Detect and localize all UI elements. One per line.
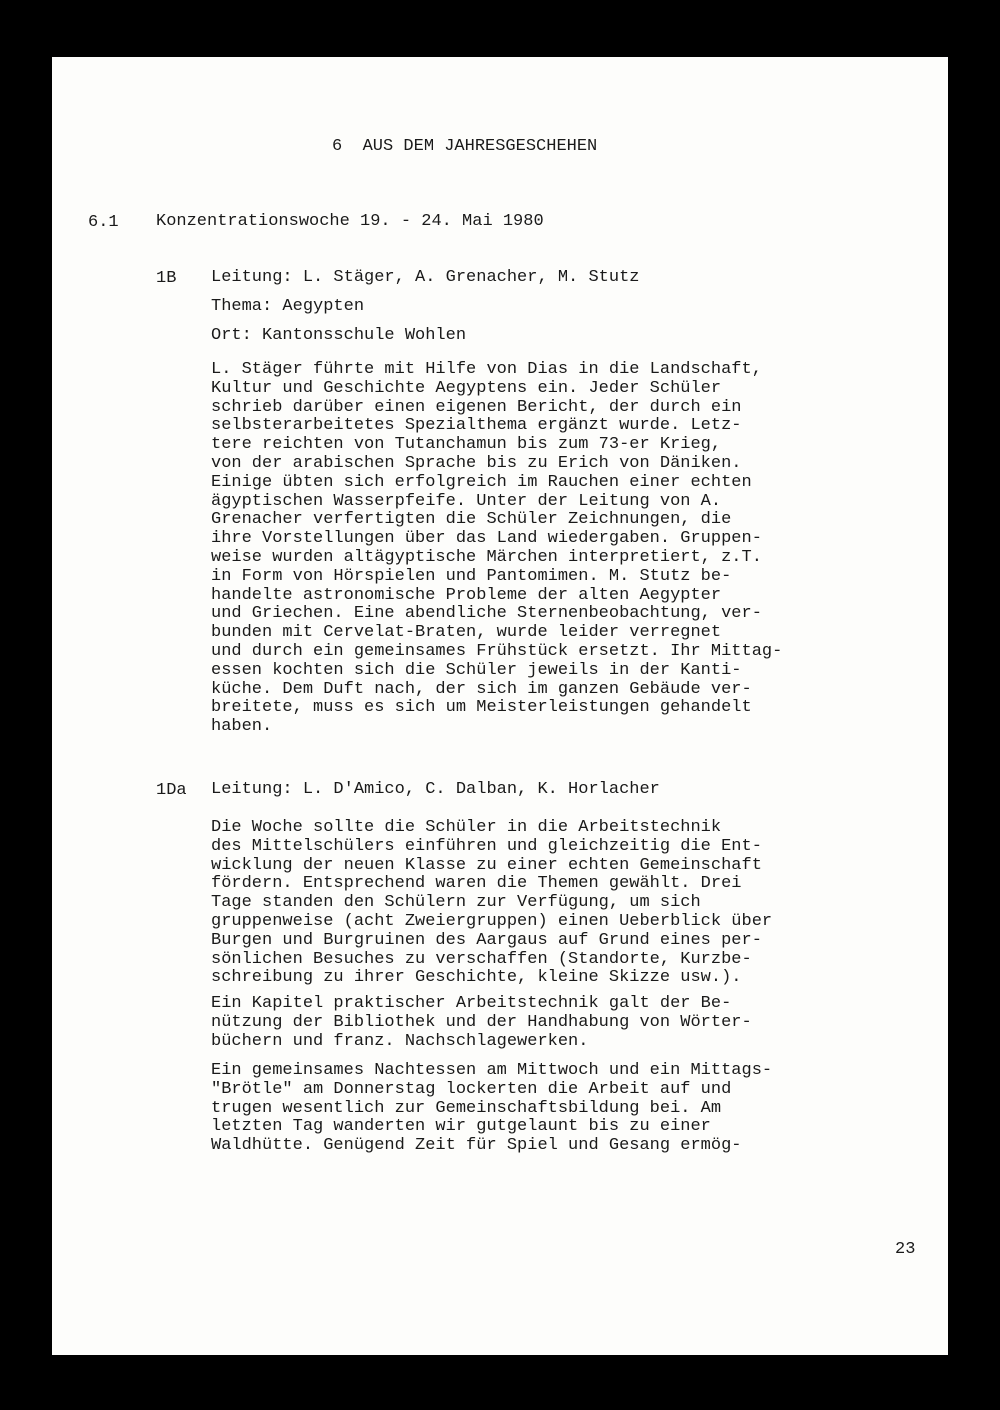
chapter-number: 6 bbox=[332, 137, 343, 156]
chapter-heading bbox=[332, 138, 597, 157]
document-page bbox=[52, 57, 948, 1355]
para2-1da: Ein Kapitel praktischer Arbeitstechnik galt der Be- nützung der Bibliothek und der Handhabung von Wörter- büchern und franz. Nachschlagewerken. bbox=[211, 994, 752, 1051]
para1-1da: Die Woche sollte die Schüler in die Arbeitstechnik des Mittelschülers einführen und gleichzeitig die Ent- wicklung der neuen Klasse zu einer echten Gemeinschaft fördern. Entsprechend waren die Themen gewählt. Drei Tage standen den Schülern zur Verfügung, um sich gruppenweise (acht Zweiergruppen) einen Ueberblick über Burgen und Burgruinen des Aargaus auf Grund eines per- sönlichen Besuches zu verschaffen (Standorte, Kurzbe- schreibung zu ihrer Geschichte, kleine Skizze usw.). bbox=[211, 818, 773, 988]
thema-1b: Thema: Aegypten bbox=[211, 297, 365, 316]
body-1b: L. Stäger führte mit Hilfe von Dias in die Landschaft, Kultur und Geschichte Aegyptens ein. Jeder Schüler schrieb darüber einen eigenen Bericht, der durch ein selbsterarbeitetes Spezialthema ergänzt wurde. Letz- tere reichten von Tutanchamun bis zum 73-er Krieg, von der arabischen Sprache bis zu Erich von Däniken. Einige übten sich erfolgreich im Rauchen einer echten ägyptischen Wasserpfeife. Unter der Leitung von A. Grenacher verfertigten die Schüler Zeichnungen, die ihre Vorstellungen über das Land wiedergaben. Gruppen- weise wurden altägyptische Märchen interpretiert, z.T. in Form von Hörspielen und Pantomimen. M. Stutz be- handelte astronomische Probleme der alten Aegypter und Griechen. Eine abendliche Sternenbeobachtung, ver- bunden mit Cervelat-Braten, wurde leider verregnet und durch ein gemeinsames Frühstück ersetzt. Ihr Mittag- essen kochten sich die Schüler jeweils in der Kanti- küche. Dem Duft nach, der sich im ganzen Gebäude ver- breitete, muss es sich um Meisterleistungen gehandelt haben. bbox=[211, 360, 783, 737]
section-title: Konzentrationswoche 19. - 24. Mai 1980 bbox=[156, 212, 544, 231]
leitung-1b: Leitung: L. Stäger, A. Grenacher, M. Stutz bbox=[211, 268, 640, 287]
para3-1da: Ein gemeinsames Nachtessen am Mittwoch und ein Mittags- "Brötle" am Donnerstag lockerten die Arbeit auf und trugen wesentlich zur Gemeinschaftsbildung bei. Am letzten Tag wanderten wir gutgelaunt bis zu einer Waldhütte. Genügend Zeit für Spiel und Gesang ermög- bbox=[211, 1061, 773, 1156]
class-label-1da: 1Da bbox=[156, 781, 187, 800]
class-label-1b: 1B bbox=[156, 269, 177, 288]
leitung-1da: Leitung: L. D'Amico, C. Dalban, K. Horlacher bbox=[211, 780, 660, 799]
section-number: 6.1 bbox=[88, 213, 119, 232]
page-number: 23 bbox=[895, 1240, 916, 1259]
chapter-title: AUS DEM JAHRESGESCHEHEN bbox=[362, 137, 598, 156]
ort-1b: Ort: Kantonsschule Wohlen bbox=[211, 326, 467, 345]
